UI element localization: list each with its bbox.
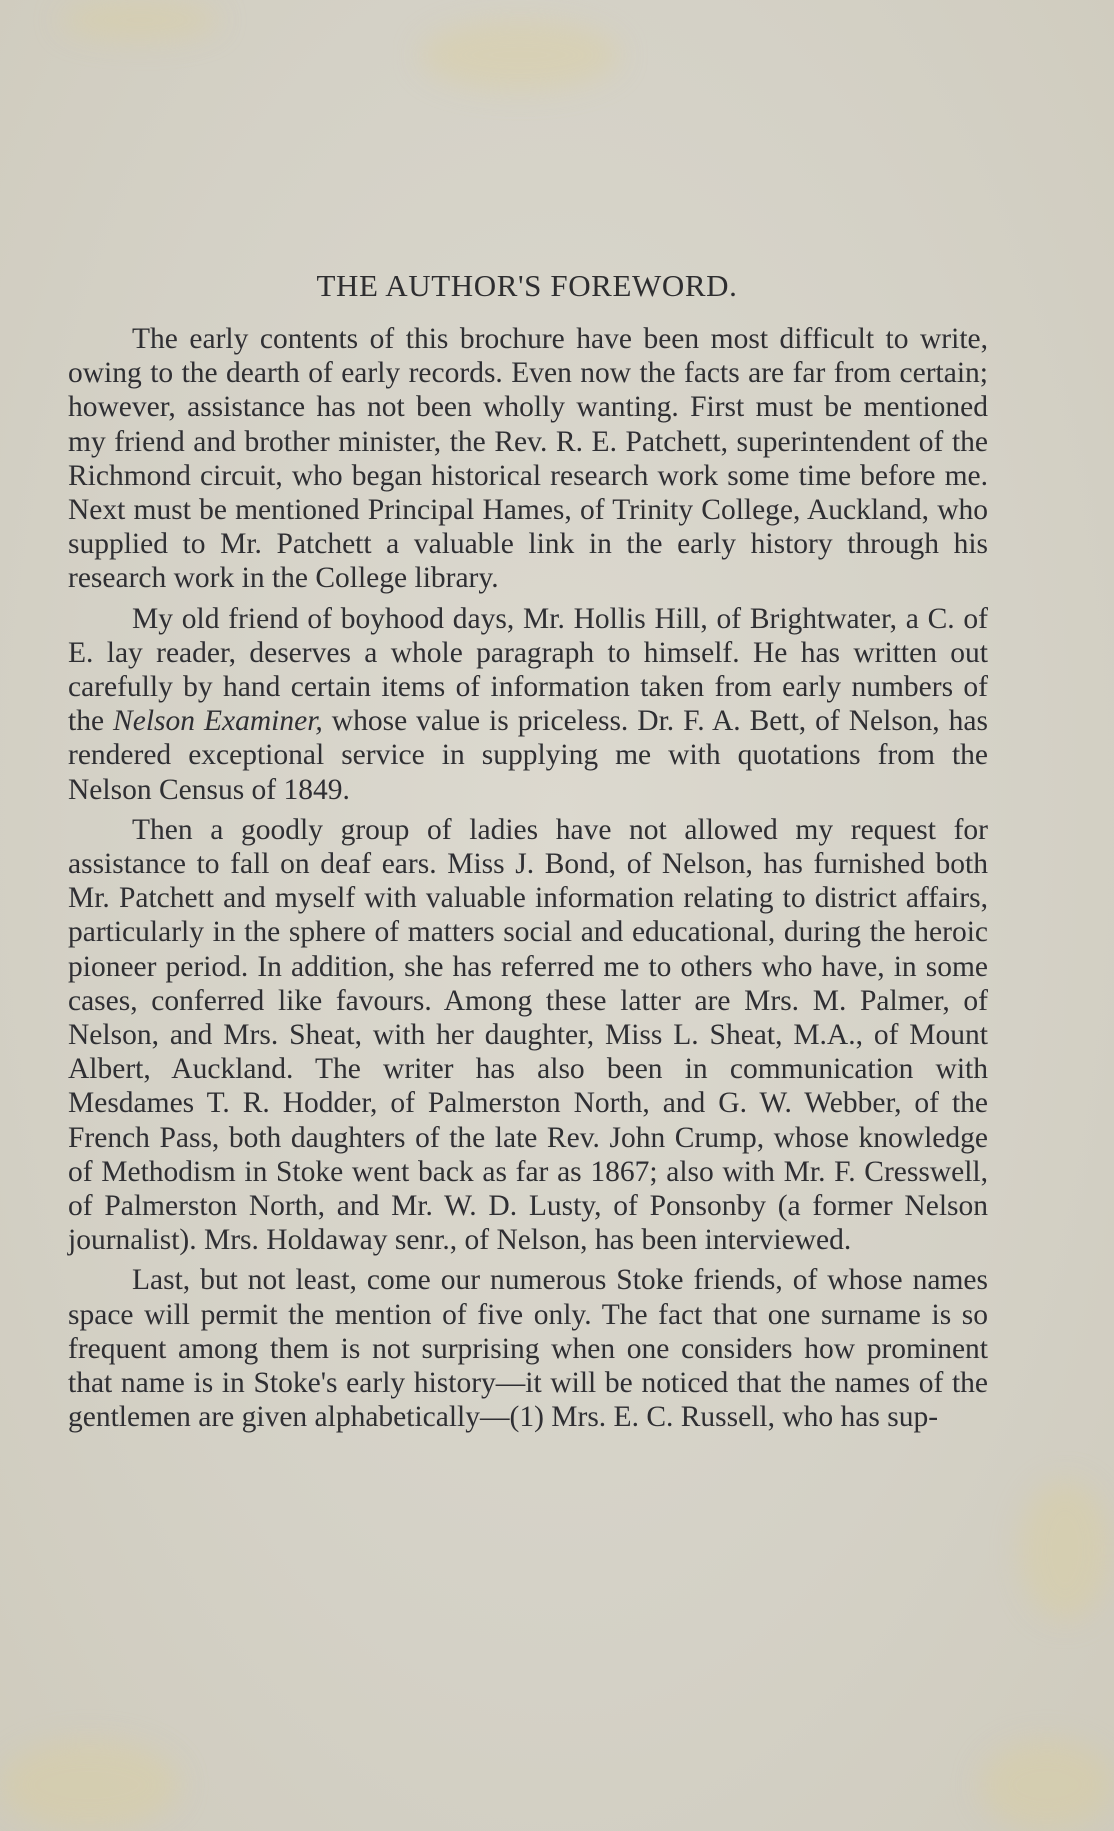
paragraph-4	[68, 1263, 988, 1434]
paper-stain	[980, 1740, 1114, 1830]
foreword-title: THE AUTHOR'S FOREWORD.	[316, 268, 738, 303]
paragraph-4-text: Last, but not least, come our numerous Stoke friends, of whose names space will permit the mention of five only. The fact that one surname is so frequent among them is not surprising when one considers how prominent that name is in Stoke's early history—it will be noticed that the names of the gentlemen are given alphabetically—(1) Mrs. E. C. Russell, who has sup-	[68, 1264, 988, 1434]
paragraph-1-text: The early contents of this brochure have been most difficult to write, owing to the dearth of early records. Even now the facts are far from certain; however, assistance has not been wholly wanting. First must be mentioned my friend and brother minister, the Rev. R. E. Patchett, superintendent of the Richmond circuit, who began historical research work some time before me. Next must be mentioned Principal Hames, of Trinity College, Auckland, who supplied to Mr. Patchett a valuable link in the early history through his research work in the College library.	[68, 323, 988, 595]
paragraph-3-text: Then a goodly group of ladies have not allowed my request for assistance to fall on deaf ears. Miss J. Bond, of Nelson, has furnished both Mr. Patchett and myself with valuable information relating to district affairs, particularly in the sphere of matters social and educational, during the heroic pioneer period. In addition, she has referred me to others who have, in some cases, conferred like favours. Among these latter are Mrs. M. Palmer, of Nelson, and Mrs. Sheat, with her daughter, Miss L. Sheat, M.A., of Mount Albert, Auckland. The writer has also been in communication with Mesdames T. R. Hodder, of Palmerston North, and G. W. Webber, of the French Pass, both daughters of the late Rev. John Crump, whose knowledge of Methodism in Stoke went back as far as 1867; also with Mr. F. Cresswell, of Palmerston North, and Mr. W. D. Lusty, of Ponsonby (a former Nelson journalist). Mrs. Holdaway senr., of Nelson, has been interviewed.	[68, 813, 988, 1257]
paragraph-2	[68, 602, 988, 807]
paragraph-1	[68, 322, 988, 596]
paragraph-3	[68, 813, 988, 1258]
foreword-body	[68, 322, 988, 1441]
paper-stain	[1020, 1480, 1110, 1620]
paper-stain	[420, 20, 620, 90]
newspaper-title: Nelson Examiner,	[113, 705, 323, 738]
paper-stain	[0, 1740, 180, 1830]
paragraph-2-text-end: whose value is priceless. Dr. F. A. Bett, of Nelson, has rendered exceptional service in supplying me with quotations from the Nelson Census of 1849.	[68, 705, 989, 806]
paper-stain	[60, 0, 220, 40]
paragraph-2-text-start: My old friend of boyhood days, Mr. Hollis Hill, of Brightwater, a C. of E. lay reader, deserves a whole paragraph to himself. He has written out carefully by hand certain items of information taken from early numbers of the	[68, 602, 988, 738]
